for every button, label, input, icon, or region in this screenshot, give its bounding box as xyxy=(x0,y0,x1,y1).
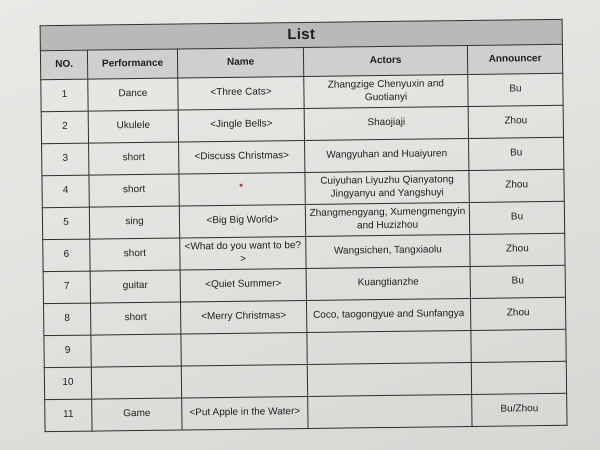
cell-performance: short xyxy=(89,142,179,175)
cell-performance: short xyxy=(90,302,180,335)
cell-actors xyxy=(307,362,471,396)
program-list-table xyxy=(40,19,568,432)
cell-name xyxy=(181,332,307,366)
cell-no: 9 xyxy=(44,335,91,368)
cell-no: 7 xyxy=(43,271,90,304)
cell-actors: Coco, taogongyue and Sunfangya xyxy=(306,298,470,332)
cell-performance: guitar xyxy=(90,270,180,303)
cell-performance: Dance xyxy=(88,78,178,111)
cell-performance: short xyxy=(90,238,180,271)
cell-name: <Quiet Summer> xyxy=(180,268,306,302)
cell-announcer xyxy=(471,329,566,362)
cell-no: 1 xyxy=(41,79,88,112)
cell-name: <Jingle Bells> xyxy=(178,108,304,142)
cell-performance: Ukulele xyxy=(88,110,178,143)
cell-actors: Zhangzige Chenyuxin and Guotianyi xyxy=(304,74,468,108)
cell-announcer: Bu xyxy=(469,201,564,234)
cell-performance: short xyxy=(89,174,179,207)
cell-no: 2 xyxy=(41,111,88,144)
cell-no: 10 xyxy=(44,367,91,400)
cell-announcer: Bu xyxy=(469,137,564,170)
cell-announcer: Bu/Zhou xyxy=(472,393,567,426)
cell-name: <Merry Christmas> xyxy=(180,300,306,334)
cell-name: <What do you want to be?> xyxy=(180,236,306,270)
column-header-no: NO. xyxy=(40,50,87,80)
cell-name xyxy=(179,172,305,206)
column-header-actors: Actors xyxy=(303,45,467,76)
cell-no: 11 xyxy=(45,399,92,432)
cell-name: <Discuss Christmas> xyxy=(179,140,305,174)
cell-no: 8 xyxy=(44,303,91,336)
cell-no: 5 xyxy=(42,207,89,240)
printed-sheet xyxy=(40,19,567,421)
cell-no: 4 xyxy=(42,175,89,208)
table-row xyxy=(45,393,567,431)
cell-announcer: Zhou xyxy=(470,297,565,330)
cell-actors: Shaojiaji xyxy=(304,106,468,140)
cell-actors: Cuiyuhan Liyuzhu Qianyatong Jingyanyu and Yangshuyi xyxy=(305,170,469,204)
cell-name: <Put Apple in the Water> xyxy=(182,396,308,430)
ink-dot-mark xyxy=(240,184,243,187)
column-header-performance: Performance xyxy=(87,49,177,79)
cell-name: <Big Big World> xyxy=(179,204,305,238)
cell-no: 6 xyxy=(43,239,90,272)
cell-performance: Game xyxy=(92,398,182,431)
cell-actors: Zhangmengyang, Xumengmengyin and Huzizhou xyxy=(305,202,469,236)
column-header-announcer: Announcer xyxy=(467,44,562,74)
cell-announcer xyxy=(471,361,566,394)
cell-performance: sing xyxy=(89,206,179,239)
cell-actors: Kuangtianzhe xyxy=(306,266,470,300)
cell-announcer: Zhou xyxy=(470,233,565,266)
cell-announcer: Zhou xyxy=(468,105,563,138)
cell-announcer: Bu xyxy=(468,73,563,106)
table-title: List xyxy=(40,19,562,50)
cell-announcer: Bu xyxy=(470,265,565,298)
cell-announcer: Zhou xyxy=(469,169,564,202)
cell-actors: Wangyuhan and Huaiyuren xyxy=(305,138,469,172)
column-header-name: Name xyxy=(177,47,303,78)
cell-actors xyxy=(307,330,471,364)
cell-actors: Wangsichen, Tangxiaolu xyxy=(306,234,470,268)
cell-no: 3 xyxy=(42,143,89,176)
cell-name xyxy=(181,364,307,398)
cell-name: <Three Cats> xyxy=(178,76,304,110)
cell-performance xyxy=(91,366,181,399)
cell-performance xyxy=(91,334,181,367)
cell-actors xyxy=(308,394,472,428)
